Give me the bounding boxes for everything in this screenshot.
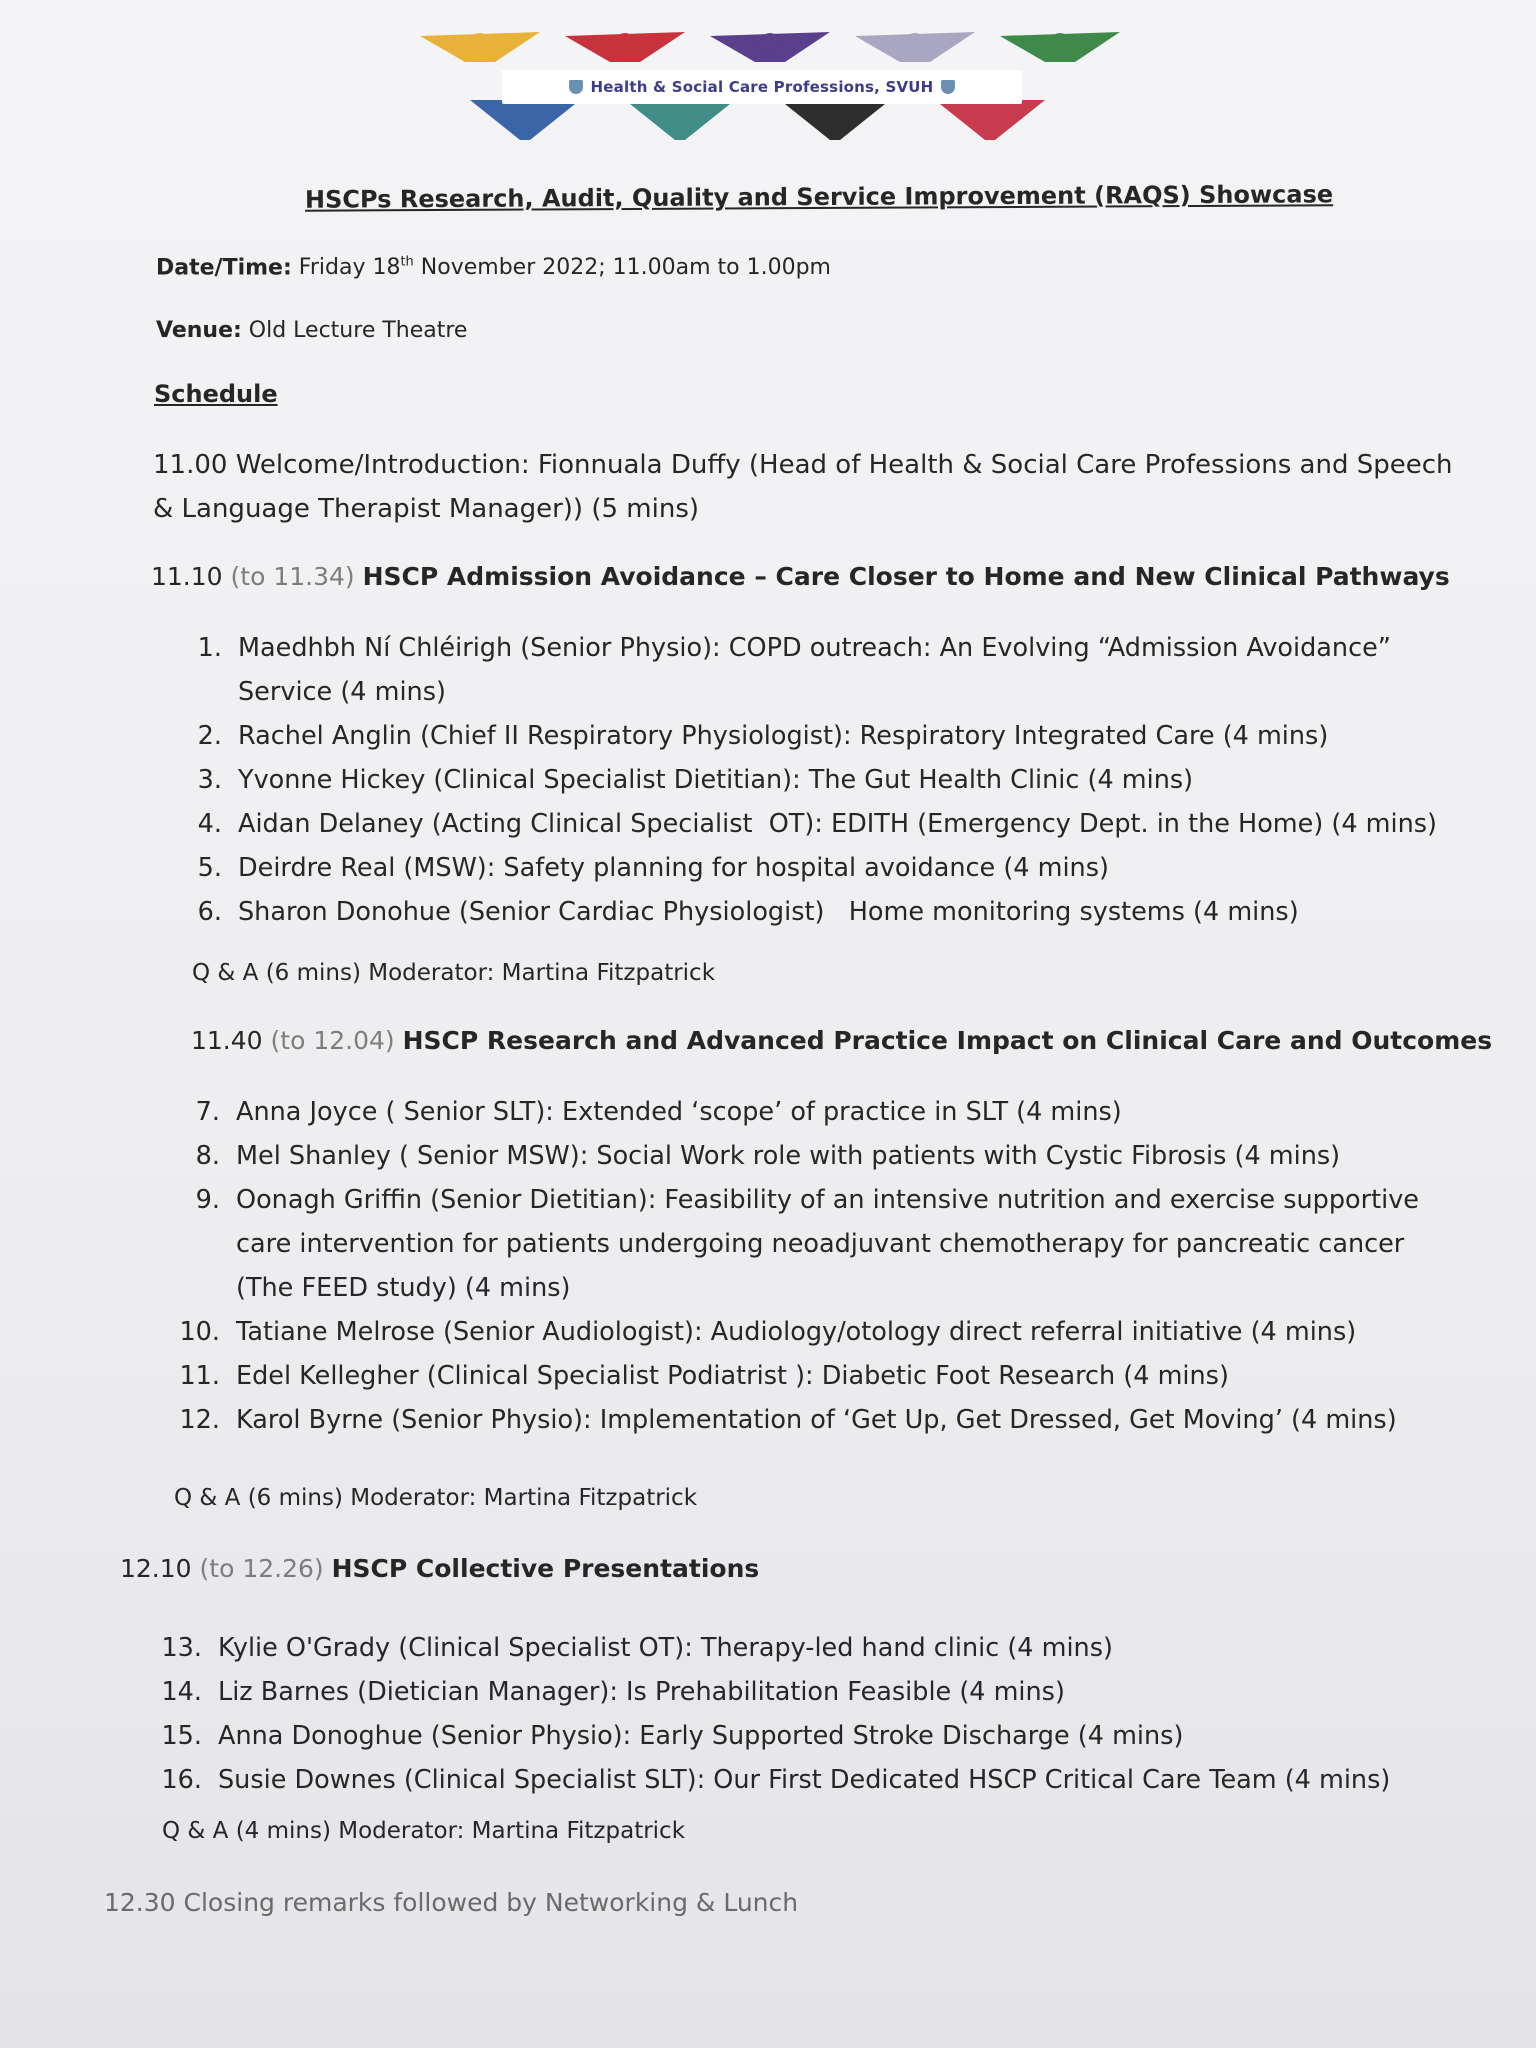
qa-line-3: Q & A (4 mins) Moderator: Martina Fitzpatrick <box>162 1818 686 1844</box>
item-text: Yvonne Hickey (Clinical Specialist Dietitian): The Gut Health Clinic (4 mins) <box>238 765 1194 795</box>
schedule-item <box>188 626 1437 714</box>
schedule-item <box>160 1670 1390 1714</box>
logo-figure-top <box>420 32 540 62</box>
item-text: Anna Donoghue (Senior Physio): Early Supported Stroke Discharge (4 mins) <box>218 1721 1184 1751</box>
schedule-item <box>160 1714 1390 1758</box>
schedule-item <box>188 714 1437 758</box>
document-title: HSCPs Research, Audit, Quality and Service Improvement (RAQS) Showcase <box>304 180 1334 214</box>
logo-figure-bottom <box>470 100 580 140</box>
section-time: 11.40 <box>191 1026 263 1055</box>
item-text: Sharon Donohue (Senior Cardiac Physiologist) Home monitoring systems (4 mins) <box>238 897 1299 927</box>
schedule-item <box>178 1398 1419 1442</box>
venue-field <box>156 318 467 343</box>
shield-icon <box>569 80 583 94</box>
item-number: 3. <box>197 765 222 795</box>
section-time: 11.10 <box>151 562 223 591</box>
item-number: 9. <box>195 1185 220 1215</box>
schedule-item <box>178 1178 1419 1310</box>
schedule-item <box>160 1758 1390 1802</box>
item-text: Karol Byrne (Senior Physio): Implementation of ‘Get Up, Get Dressed, Get Moving’ (4 mins) <box>236 1405 1397 1435</box>
item-text: Deirdre Real (MSW): Safety planning for hospital avoidance (4 mins) <box>238 853 1109 883</box>
section-3-list <box>160 1626 1390 1802</box>
item-number: 14. <box>161 1677 202 1707</box>
item-text: Susie Downes (Clinical Specialist SLT): Our First Dedicated HSCP Critical Care Team (4 mins) <box>218 1765 1391 1795</box>
section-2-list <box>178 1090 1419 1442</box>
schedule-item <box>178 1134 1419 1178</box>
schedule-item <box>188 758 1437 802</box>
closing-time: 12.30 <box>104 1888 176 1917</box>
logo-figure-top <box>1000 32 1120 62</box>
item-number: 12. <box>179 1405 220 1435</box>
item-text: Rachel Anglin (Chief II Respiratory Physiologist): Respiratory Integrated Care (4 mins) <box>238 721 1329 751</box>
qa-line-2: Q & A (6 mins) Moderator: Martina Fitzpatrick <box>174 1485 698 1511</box>
datetime-label: Date/Time: <box>156 255 292 281</box>
item-number: 15. <box>161 1721 202 1751</box>
datetime-field <box>156 255 831 280</box>
section-heading-2 <box>191 1026 1492 1055</box>
hscp-logo <box>410 22 1130 152</box>
logo-figure-top <box>710 32 830 62</box>
welcome-line-2: & Language Therapist Manager)) (5 mins) <box>153 494 700 524</box>
logo-banner <box>502 70 1022 104</box>
schedule-item <box>178 1354 1419 1398</box>
item-number: 8. <box>195 1141 220 1171</box>
item-text: Tatiane Melrose (Senior Audiologist): Audiology/otology direct referral initiative (4 mins) <box>236 1317 1357 1347</box>
closing-line <box>104 1888 798 1917</box>
item-number: 4. <box>197 809 222 839</box>
item-text: Edel Kellegher (Clinical Specialist Podiatrist ): Diabetic Foot Research (4 mins) <box>236 1361 1229 1391</box>
logo-figure-bottom <box>935 100 1045 140</box>
logo-text: Health & Social Care Professions, SVUH <box>590 78 934 96</box>
item-number: 6. <box>197 897 222 927</box>
section-title: HSCP Collective Presentations <box>331 1554 760 1583</box>
logo-figure-bottom <box>625 100 735 140</box>
datetime-value: Friday 18th November 2022; 11.00am to 1.00pm <box>298 255 831 281</box>
item-text: Mel Shanley ( Senior MSW): Social Work role with patients with Cystic Fibrosis (4 mins) <box>236 1141 1341 1171</box>
logo-figure-top <box>565 32 685 62</box>
item-text: Aidan Delaney (Acting Clinical Specialist OT): EDITH (Emergency Dept. in the Home) (4 mins) <box>238 809 1437 839</box>
welcome-line-1: 11.00 Welcome/Introduction: Fionnuala Duffy (Head of Health & Social Care Professions and Speech <box>153 450 1453 480</box>
section-title: HSCP Admission Avoidance – Care Closer to Home and New Clinical Pathways <box>362 562 1450 591</box>
welcome-paragraph <box>153 443 1452 531</box>
item-number: 10. <box>179 1317 220 1347</box>
schedule-item <box>188 802 1437 846</box>
schedule-item <box>160 1626 1390 1670</box>
section-range: (to 11.34) <box>230 562 355 591</box>
section-time: 12.10 <box>120 1554 192 1583</box>
item-number: 16. <box>161 1765 202 1795</box>
item-text: Kylie O'Grady (Clinical Specialist OT): Therapy-led hand clinic (4 mins) <box>218 1633 1113 1663</box>
logo-figure-top <box>855 32 975 62</box>
item-text: Maedhbh Ní Chléirigh (Senior Physio): COPD outreach: An Evolving “Admission Avoidance” Service (4 mins) <box>238 633 1392 707</box>
item-number: 11. <box>179 1361 220 1391</box>
section-heading-1 <box>151 562 1450 591</box>
item-number: 1. <box>197 633 222 663</box>
qa-line-1: Q & A (6 mins) Moderator: Martina Fitzpatrick <box>192 960 716 986</box>
schedule-heading: Schedule <box>154 380 278 408</box>
schedule-item <box>178 1090 1419 1134</box>
closing-text: Closing remarks followed by Networking & Lunch <box>183 1888 799 1917</box>
venue-label: Venue: <box>156 318 242 343</box>
section-title: HSCP Research and Advanced Practice Impact on Clinical Care and Outcomes <box>402 1026 1493 1055</box>
item-text: Oonagh Griffin (Senior Dietitian): Feasibility of an intensive nutrition and exercise supportive care intervention for patients undergoing neoadjuvant chemotherapy for pancreatic cancer (The FEED study) (4 mins) <box>236 1185 1419 1303</box>
section-heading-3 <box>120 1554 759 1583</box>
schedule-item <box>188 890 1437 934</box>
item-text: Liz Barnes (Dietician Manager): Is Prehabilitation Feasible (4 mins) <box>218 1677 1065 1707</box>
logo-figure-bottom <box>780 100 890 140</box>
section-1-list <box>188 626 1437 934</box>
item-number: 2. <box>197 721 222 751</box>
section-range: (to 12.26) <box>199 1554 324 1583</box>
section-range: (to 12.04) <box>270 1026 395 1055</box>
schedule-item <box>188 846 1437 890</box>
item-text: Anna Joyce ( Senior SLT): Extended ‘scope’ of practice in SLT (4 mins) <box>236 1097 1122 1127</box>
schedule-item <box>178 1310 1419 1354</box>
item-number: 13. <box>161 1633 202 1663</box>
shield-icon <box>941 80 955 94</box>
item-number: 5. <box>197 853 222 883</box>
venue-value: Old Lecture Theatre <box>248 318 468 343</box>
item-number: 7. <box>195 1097 220 1127</box>
